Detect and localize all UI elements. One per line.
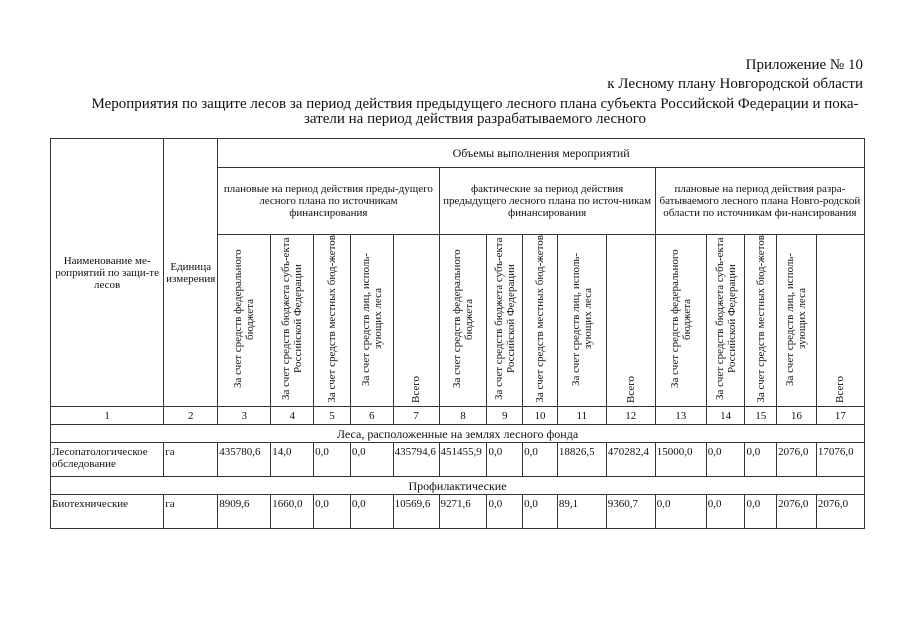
table-cell: 470282,4 <box>606 443 655 477</box>
table-cell: 0,0 <box>350 443 393 477</box>
subheader-local <box>745 235 777 407</box>
subheader-users <box>350 235 393 407</box>
header-activity-name: Наименование ме-роприятий по защи-те лесов <box>51 139 164 407</box>
table-cell: 0,0 <box>706 443 745 477</box>
column-number: 7 <box>393 407 439 425</box>
header-group-planned-previous: плановые на период действия преды-дущего лесного плана по источникам финансирования <box>218 168 439 235</box>
subheader-total <box>606 235 655 407</box>
row-unit: га <box>164 495 218 529</box>
table-cell: 0,0 <box>706 495 745 529</box>
subheader-local <box>314 235 351 407</box>
subheader-label: За счет средств бюджета субъ-екта Российской Федерации <box>280 237 305 401</box>
table-cell: 17076,0 <box>816 443 864 477</box>
subheader-federal <box>655 235 706 407</box>
table-cell: 435794,6 <box>393 443 439 477</box>
header-group-actual-previous: фактические за период действия предыдущего лесного плана по источ-никам финансирования <box>439 168 655 235</box>
table-cell: 89,1 <box>557 495 606 529</box>
table-cell: 435780,6 <box>218 443 271 477</box>
subheader-users <box>557 235 606 407</box>
column-number: 17 <box>816 407 864 425</box>
table-cell: 14,0 <box>271 443 314 477</box>
appendix-reference: к Лесному плану Новгородской области <box>607 76 863 92</box>
column-number-row <box>51 407 865 425</box>
appendix-block <box>607 56 863 94</box>
header-unit: Единица измерения <box>164 139 218 407</box>
subheader-total <box>816 235 864 407</box>
table-cell: 0,0 <box>350 495 393 529</box>
column-number: 5 <box>314 407 351 425</box>
table-cell: 0,0 <box>745 443 777 477</box>
table-cell: 451455,9 <box>439 443 487 477</box>
table-row <box>51 495 865 529</box>
row-name: Лесопатологическое обследование <box>51 443 164 477</box>
subheader-regional <box>271 235 314 407</box>
table-cell: 9360,7 <box>606 495 655 529</box>
column-number: 9 <box>487 407 523 425</box>
column-number: 14 <box>706 407 745 425</box>
subheader-label: Всего <box>834 376 847 403</box>
subheader-label: За счет средств местных бюд-жетов <box>533 235 546 403</box>
table-cell: 0,0 <box>655 495 706 529</box>
measures-table <box>50 138 865 529</box>
subheader-regional <box>487 235 523 407</box>
subheader-label: За счет средств бюджета субъ-екта Российской Федерации <box>492 237 517 401</box>
table-cell: 0,0 <box>487 495 523 529</box>
section-preventive: Профилактические <box>51 477 865 495</box>
column-number: 8 <box>439 407 487 425</box>
table-cell: 0,0 <box>314 495 351 529</box>
table-cell: 0,0 <box>523 443 558 477</box>
subheader-total <box>393 235 439 407</box>
table-cell: 0,0 <box>745 495 777 529</box>
header-group-planned-new: плановые на период действия разра-батываемого лесного плана Новго-родской области по источникам фи-нансирования <box>655 168 864 235</box>
document-heading: Мероприятия по защите лесов за период действия предыдущего лесного плана субъекта Российской Федерации и пока-затели на период действия разрабатываемого лесного <box>91 96 859 127</box>
subheader-users <box>777 235 817 407</box>
subheader-label: Всего <box>624 376 637 403</box>
table-cell: 0,0 <box>314 443 351 477</box>
table-cell: 2076,0 <box>816 495 864 529</box>
table-cell: 18826,5 <box>557 443 606 477</box>
column-number: 15 <box>745 407 777 425</box>
column-number: 6 <box>350 407 393 425</box>
subheader-label: Всего <box>410 376 423 403</box>
column-number: 2 <box>164 407 218 425</box>
subheader-label: За счет средств бюджета субъ-екта Российской Федерации <box>713 237 738 401</box>
subheader-label: За счет средств лиц, исполь-зующих леса <box>359 252 384 386</box>
subheader-federal <box>218 235 271 407</box>
appendix-number: Приложение № 10 <box>745 57 863 73</box>
subheader-label: За счет средств федерального бюджета <box>450 249 475 389</box>
subheader-label: За счет средств местных бюд-жетов <box>754 235 767 403</box>
column-number: 16 <box>777 407 817 425</box>
table-row <box>51 443 865 477</box>
table-cell: 9271,6 <box>439 495 487 529</box>
subheader-label: За счет средств федерального бюджета <box>668 249 693 389</box>
table-cell: 8909,6 <box>218 495 271 529</box>
table-cell: 0,0 <box>487 443 523 477</box>
table-cell: 15000,0 <box>655 443 706 477</box>
subheader-label: За счет средств лиц, исполь-зующих леса <box>569 252 594 386</box>
header-volumes: Объемы выполнения мероприятий <box>218 139 865 168</box>
table-cell: 0,0 <box>523 495 558 529</box>
subheader-label: За счет средств местных бюд-жетов <box>325 235 338 403</box>
column-number: 12 <box>606 407 655 425</box>
subheader-label: За счет средств федерального бюджета <box>232 249 257 389</box>
section-forest-fund: Леса, расположенные на землях лесного фонда <box>51 425 865 443</box>
column-number: 3 <box>218 407 271 425</box>
table-cell: 2076,0 <box>777 495 817 529</box>
subheader-local <box>523 235 558 407</box>
subheader-federal <box>439 235 487 407</box>
column-number: 11 <box>557 407 606 425</box>
table-cell: 2076,0 <box>777 443 817 477</box>
row-name: Биотехнические <box>51 495 164 529</box>
column-number: 4 <box>271 407 314 425</box>
column-number: 1 <box>51 407 164 425</box>
column-number: 10 <box>523 407 558 425</box>
subheader-label: За счет средств лиц, исполь-зующих леса <box>784 252 809 386</box>
column-number: 13 <box>655 407 706 425</box>
table-cell: 1660,0 <box>271 495 314 529</box>
subheader-regional <box>706 235 745 407</box>
table-cell: 10569,6 <box>393 495 439 529</box>
row-unit: га <box>164 443 218 477</box>
